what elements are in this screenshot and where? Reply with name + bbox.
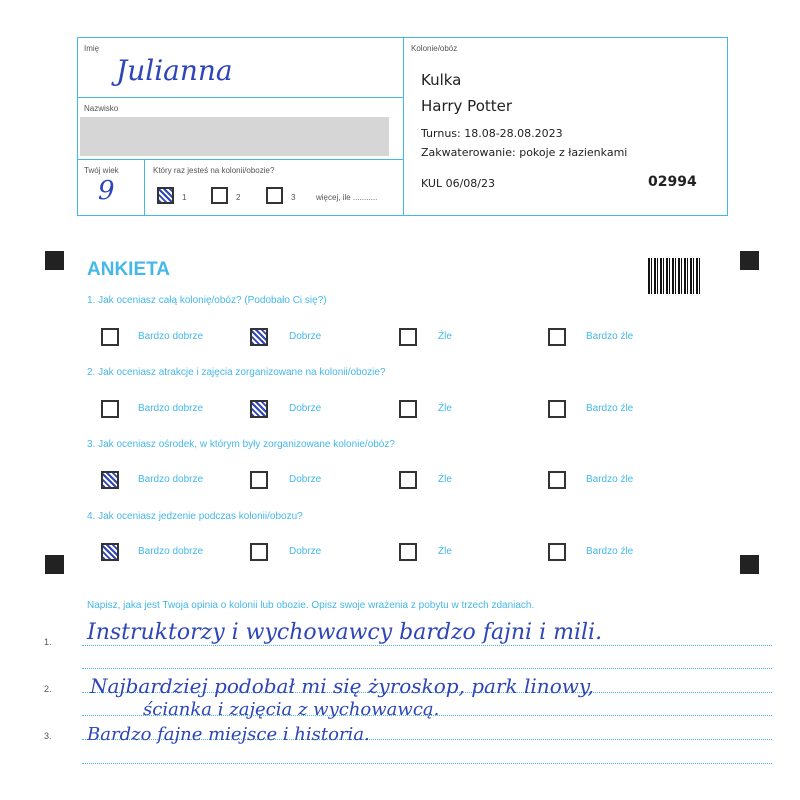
wiecej-label: więcej, ile ........... — [316, 193, 378, 202]
question-4-option-label: Dobrze — [289, 546, 322, 557]
question-1-checkbox-4[interactable] — [548, 328, 566, 346]
question-4-checkbox-2[interactable] — [250, 543, 268, 561]
registration-marker — [45, 555, 64, 574]
line-number-2: 2. — [44, 684, 52, 694]
divider-wiek — [144, 159, 145, 215]
question-2-option-label: Źle — [438, 403, 452, 414]
camp-code: KUL 06/08/23 — [421, 177, 495, 190]
ktory-raz-option-1: 1 — [182, 193, 187, 202]
zakwaterowanie: Zakwaterowanie: pokoje z łazienkami — [421, 146, 628, 159]
question-2-checkbox-4[interactable] — [548, 400, 566, 418]
imie-value: Julianna — [116, 54, 233, 87]
question-2-option-label: Bardzo dobrze — [138, 403, 204, 414]
question-4-option-label: Bardzo źle — [586, 546, 634, 557]
kolonie-label: Kolonie/obóz — [411, 44, 458, 53]
question-3-option-label: Bardzo źle — [586, 474, 634, 485]
writing-line — [82, 763, 772, 764]
imie-label: Imię — [84, 44, 100, 53]
ktory-raz-checkbox-1[interactable] — [157, 187, 174, 204]
question-1-text: 1. Jak oceniasz całą kolonię/obóz? (Podobało Ci się?) — [87, 295, 327, 306]
barcode — [648, 258, 700, 294]
question-2-option-label: Dobrze — [289, 403, 322, 414]
question-4-option-label: Bardzo dobrze — [138, 546, 204, 557]
wiek-label: Twój wiek — [84, 166, 119, 175]
turnus: Turnus: 18.08-28.08.2023 — [421, 127, 563, 140]
handwritten-line-4: Bardzo fajne miejsce i historia. — [87, 724, 370, 745]
question-2-checkbox-1[interactable] — [101, 400, 119, 418]
question-1-option-label: Bardzo źle — [586, 331, 634, 342]
question-4-checkbox-1[interactable] — [101, 543, 119, 561]
form-number: 02994 — [648, 174, 697, 190]
question-1-option-label: Źle — [438, 331, 452, 342]
question-1-option-label: Bardzo dobrze — [138, 331, 204, 342]
ktory-raz-checkbox-2[interactable] — [211, 187, 228, 204]
handwritten-line-2: Najbardziej podobał mi się żyroskop, park linowy, — [90, 674, 594, 698]
question-3-checkbox-4[interactable] — [548, 471, 566, 489]
writing-line — [82, 668, 772, 669]
ktory-raz-label: Który raz jesteś na kolonii/obozie? — [153, 166, 275, 175]
question-1-option-label: Dobrze — [289, 331, 322, 342]
question-3-option-label: Źle — [438, 474, 452, 485]
question-3-text: 3. Jak oceniasz ośrodek, w którym były zorganizowane kolonie/obóz? — [87, 439, 395, 450]
writing-line — [82, 645, 772, 646]
nazwisko-label: Nazwisko — [84, 104, 119, 113]
handwritten-line-1: Instruktorzy i wychowawcy bardzo fajni i mili. — [87, 620, 603, 645]
question-4-text: 4. Jak oceniasz jedzenie podczas kolonii/obozu? — [87, 511, 303, 522]
ktory-raz-checkbox-3[interactable] — [266, 187, 283, 204]
camp-name: Kulka — [421, 71, 462, 89]
handwritten-line-3: ścianka i zajęcia z wychowawcą. — [143, 699, 440, 720]
question-3-option-label: Bardzo dobrze — [138, 474, 204, 485]
header-divider — [403, 38, 404, 215]
camp-theme: Harry Potter — [421, 97, 513, 115]
registration-marker — [740, 555, 759, 574]
ktory-raz-option-2: 2 — [236, 193, 241, 202]
question-3-option-label: Dobrze — [289, 474, 322, 485]
question-3-checkbox-1[interactable] — [101, 471, 119, 489]
question-2-checkbox-3[interactable] — [399, 400, 417, 418]
question-1-checkbox-2[interactable] — [250, 328, 268, 346]
registration-marker — [45, 251, 64, 270]
redacted-surname — [80, 117, 389, 156]
opinion-prompt: Napisz, jaka jest Twoja opinia o kolonii lub obozie. Opisz swoje wrażenia z pobytu w trzech zdaniach. — [87, 600, 535, 611]
question-4-checkbox-4[interactable] — [548, 543, 566, 561]
question-4-checkbox-3[interactable] — [399, 543, 417, 561]
question-2-text: 2. Jak oceniasz atrakcje i zajęcia zorganizowane na kolonii/obozie? — [87, 367, 386, 378]
question-2-checkbox-2[interactable] — [250, 400, 268, 418]
question-3-checkbox-2[interactable] — [250, 471, 268, 489]
question-4-option-label: Źle — [438, 546, 452, 557]
line-number-3: 3. — [44, 731, 52, 741]
survey-title: ANKIETA — [87, 259, 171, 280]
divider-imie — [78, 97, 403, 98]
wiek-value: 9 — [98, 176, 115, 206]
question-3-checkbox-3[interactable] — [399, 471, 417, 489]
line-number-1: 1. — [44, 637, 52, 647]
divider-nazwisko — [78, 159, 403, 160]
ktory-raz-option-3: 3 — [291, 193, 296, 202]
question-1-checkbox-3[interactable] — [399, 328, 417, 346]
question-2-option-label: Bardzo źle — [586, 403, 634, 414]
question-1-checkbox-1[interactable] — [101, 328, 119, 346]
registration-marker — [740, 251, 759, 270]
